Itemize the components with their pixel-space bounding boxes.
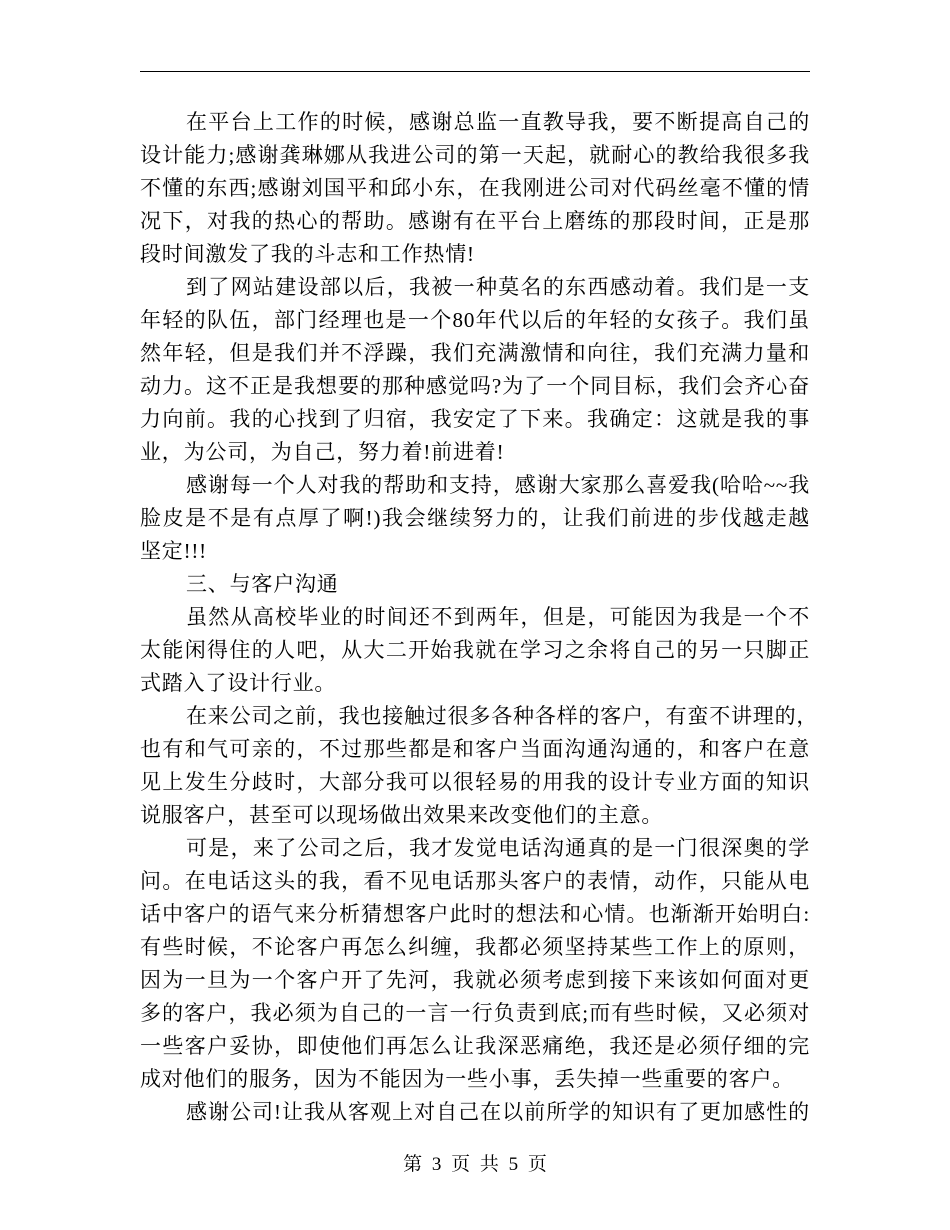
paragraph [140, 271, 810, 469]
text-line: 感谢每一个人对我的帮助和支持，感谢大家那么喜爱我(哈哈~~我 [186, 473, 810, 497]
text-line: 不懂的东西;感谢刘国平和邱小东，在我刚进公司对代码丝毫不懂的情 [140, 176, 810, 200]
text-line: 坚定!!! [140, 539, 207, 563]
text-line: 力向前。我的心找到了归宿，我安定了下来。我确定：这就是我的事 [140, 407, 810, 431]
text-line: 设计能力;感谢龚琳娜从我进公司的第一天起，就耐心的教给我很多我 [140, 143, 810, 167]
text-line: 话中客户的语气来分析猜想客户此时的想法和心情。也渐渐开始明白: [140, 902, 810, 926]
text-line: 太能闲得住的人吧，从大二开始我就在学习之余将自己的另一只脚正 [140, 638, 810, 662]
text-line: 感谢公司!让我从客观上对自己在以前所学的知识有了更加感性的 [186, 1100, 810, 1124]
paragraph [140, 469, 810, 568]
text-line: 到了网站建设部以后，我被一种莫名的东西感动着。我们是一支 [186, 275, 810, 299]
text-line: 因为一旦为一个客户开了先河，我就必须考虑到接下来该如何面对更 [140, 968, 810, 992]
paragraph [140, 601, 810, 700]
text-line: 业，为公司，为自己，努力着!前进着! [140, 440, 505, 464]
text-line: 一些客户妥协，即使他们再怎么让我深恶痛绝，我还是必须仔细的完 [140, 1034, 810, 1058]
paragraph [140, 832, 810, 1096]
paragraph [140, 106, 810, 271]
text-line: 有些时候，不论客户再怎么纠缠，我都必须坚持某些工作上的原则， [140, 935, 810, 959]
text-line: 可是，来了公司之后，我才发觉电话沟通真的是一门很深奥的学 [186, 836, 810, 860]
text-line: 也有和气可亲的，不过那些都是和客户当面沟通沟通的，和客户在意 [140, 737, 810, 761]
text-line: 式踏入了设计行业。 [140, 671, 337, 695]
text-line: 多的客户，我必须为自己的一言一行负责到底;而有些时候，又必须对 [140, 1001, 810, 1025]
text-line: 然年轻，但是我们并不浮躁，我们充满激情和向往，我们充满力量和 [140, 341, 810, 365]
page-footer: 第 3 页 共 5 页 [403, 1154, 547, 1175]
text-line: 在来公司之前，我也接触过很多各种各样的客户，有蛮不讲理的， [186, 704, 819, 728]
paragraph [140, 700, 819, 832]
header-rule [140, 71, 810, 72]
text-line: 问。在电话这头的我，看不见电话那头客户的表情，动作，只能从电 [140, 869, 810, 893]
document-body [140, 106, 819, 1129]
text-line: 况下，对我的热心的帮助。感谢有在平台上磨练的那段时间，正是那 [140, 209, 810, 233]
section-heading-text: 三、与客户沟通 [186, 572, 339, 596]
text-line: 见上发生分歧时，大部分我可以很轻易的用我的设计专业方面的知识 [140, 770, 810, 794]
text-line: 年轻的队伍，部门经理也是一个80年代以后的年轻的女孩子。我们虽 [140, 308, 810, 332]
text-line: 动力。这不正是我想要的那种感觉吗?为了一个同目标，我们会齐心奋 [140, 374, 810, 398]
text-line: 脸皮是不是有点厚了啊!)我会继续努力的，让我们前进的步伐越走越 [140, 506, 810, 530]
text-line: 虽然从高校毕业的时间还不到两年，但是，可能因为我是一个不 [186, 605, 810, 629]
section-heading [140, 568, 810, 601]
text-line: 说服客户，甚至可以现场做出效果来改变他们的主意。 [140, 803, 664, 827]
text-line: 在平台上工作的时候，感谢总监一直教导我，要不断提高自己的 [186, 110, 810, 134]
text-line: 成对他们的服务，因为不能因为一些小事，丢失掉一些重要的客户。 [140, 1067, 794, 1091]
text-line: 段时间激发了我的斗志和工作热情! [140, 242, 475, 266]
paragraph [140, 1096, 810, 1129]
